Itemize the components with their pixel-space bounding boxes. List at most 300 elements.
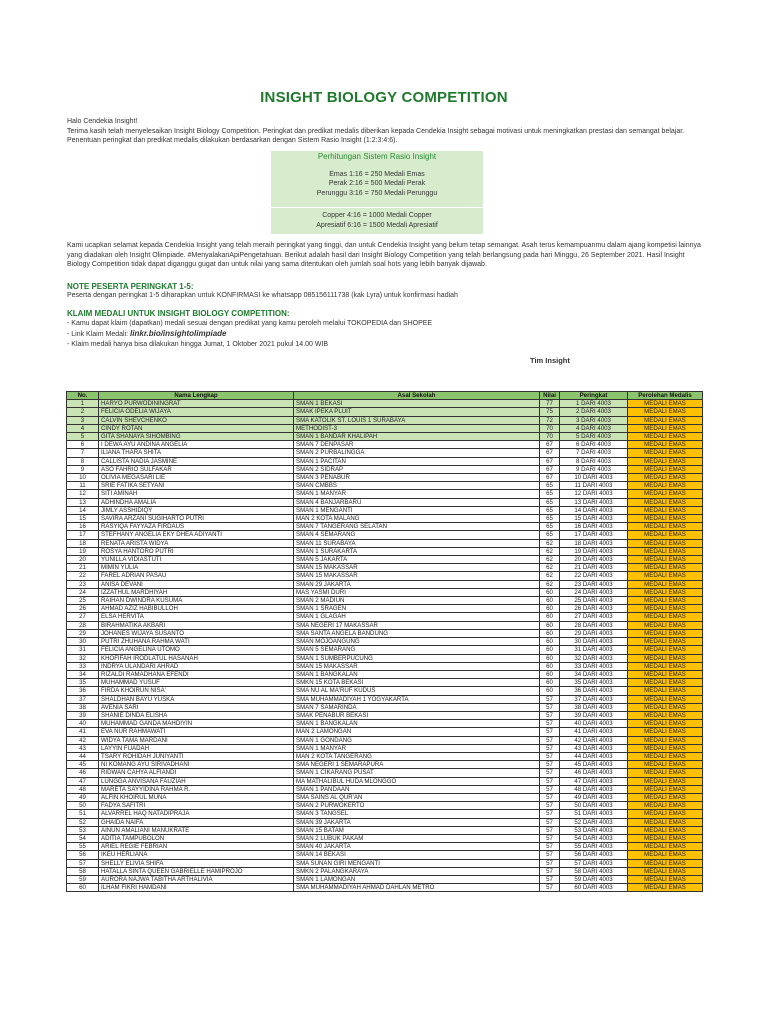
cell-medal: MEDALI EMAS [628,802,703,810]
cell-name: HARYO PURWODININGRAT [99,400,294,408]
table-row [67,449,703,457]
cell-name: WIDYA TAMA MARDANI [99,736,294,744]
header-name: Nama Lengkap [99,392,294,400]
cell-score: 62 [540,556,560,564]
note-text: Peserta dengan peringkat 1-5 diharapkan untuk KONFIRMASI ke whatsapp 085156111738 (kak Lyra) untuk konfirmasi hadiah [67,292,458,299]
cell-score: 62 [540,539,560,547]
cell-school: SMAN 2 PURWOKERTO [294,802,540,810]
cell-school: SMAN 1 PANDAAN [294,785,540,793]
cell-medal: MEDALI EMAS [628,531,703,539]
cell-score: 60 [540,662,560,670]
cell-medal: MEDALI EMAS [628,613,703,621]
table-row [67,744,703,752]
cell-score: 65 [540,482,560,490]
cell-rank: 25 DARI 4003 [560,597,628,605]
cell-name: KHOFIFAH IRODLATUL HASANAH [99,654,294,662]
cell-score: 62 [540,564,560,572]
table-row [67,457,703,465]
cell-medal: MEDALI EMAS [628,498,703,506]
cell-medal: MEDALI EMAS [628,744,703,752]
cell-no: 16 [67,523,99,531]
cell-medal: MEDALI EMAS [628,711,703,719]
cell-medal: MEDALI EMAS [628,465,703,473]
table-row [67,851,703,859]
ratio-line: Copper 4:16 = 1000 Medali Copper [322,212,432,219]
cell-name: MARETA SAYYIDINA RAHMA R. [99,785,294,793]
cell-rank: 17 DARI 4003 [560,531,628,539]
table-row [67,482,703,490]
cell-score: 57 [540,802,560,810]
cell-medal: MEDALI EMAS [628,785,703,793]
cell-name: ARIEL REGIE FEBRIAN [99,843,294,851]
cell-score: 57 [540,777,560,785]
cell-medal: MEDALI EMAS [628,752,703,760]
cell-no: 49 [67,793,99,801]
cell-rank: 33 DARI 4003 [560,662,628,670]
cell-score: 60 [540,588,560,596]
cell-name: CALVIN SHEVCHENKO [99,416,294,424]
cell-rank: 29 DARI 4003 [560,629,628,637]
cell-name: AHMAD AZIZ HABIBULLOH [99,605,294,613]
cell-rank: 18 DARI 4003 [560,539,628,547]
cell-no: 51 [67,810,99,818]
cell-no: 60 [67,884,99,892]
cell-school: SMAN 7 DENPASAR [294,441,540,449]
klaim-item [67,329,432,340]
cell-medal: MEDALI EMAS [628,424,703,432]
header-school: Asal Sekolah [294,392,540,400]
cell-no: 12 [67,490,99,498]
cell-name: IKEU HERLIANA [99,851,294,859]
cell-medal: MEDALI EMAS [628,539,703,547]
cell-score: 57 [540,834,560,842]
cell-name: JIMLY ASSHIDIQY [99,506,294,514]
cell-score: 60 [540,597,560,605]
klaim-heading: KLAIM MEDALI UNTUK INSIGHT BIOLOGY COMPETITION: [67,309,290,318]
cell-no: 21 [67,564,99,572]
cell-no: 48 [67,785,99,793]
cell-school: MAN 2 LAMONGAN [294,728,540,736]
cell-score: 77 [540,400,560,408]
table-body [67,400,703,892]
cell-score: 65 [540,498,560,506]
cell-score: 57 [540,752,560,760]
ratio-box-2 [271,208,483,234]
cell-rank: 49 DARI 4003 [560,793,628,801]
cell-rank: 48 DARI 4003 [560,785,628,793]
cell-no: 42 [67,736,99,744]
cell-school: SMA KATOLIK ST. LOUIS 1 SURABAYA [294,416,540,424]
cell-name: LAYYIN FUADAH [99,744,294,752]
cell-school: SMAN 1 MANYAR [294,744,540,752]
cell-name: FAREL ADRIAN PASAU [99,572,294,580]
table-row [67,408,703,416]
cell-medal: MEDALI EMAS [628,441,703,449]
intro-text: Terima kasih telah menyelesaikan Insight Biology Competition. Peringkat dan predikat medalis diberikan kepada Cendekia Insight sebagai motivasi untuk meningkatkan prestasi dan semangat belajar. Penentuan peringkat dan predikat medalis dilakukan berdasarkan dengan Sistem Rasio Insight (1:2:3:4:6). [67,127,685,145]
cell-score: 57 [540,793,560,801]
cell-no: 10 [67,474,99,482]
cell-name: FELICIA ANGELINA UTOMO [99,646,294,654]
cell-medal: MEDALI EMAS [628,670,703,678]
cell-no: 8 [67,457,99,465]
cell-rank: 40 DARI 4003 [560,720,628,728]
cell-school: SMAN 11 SURABAYA [294,539,540,547]
cell-score: 70 [540,433,560,441]
cell-school: SMA SANTA ANGELA BANDUNG [294,629,540,637]
ratio-line: Apresiatif 6:16 = 1500 Medali Apresiatif [316,221,438,229]
cell-medal: MEDALI EMAS [628,769,703,777]
cell-school: SMAK IPEKA PLUIT [294,408,540,416]
ratio-line: Perak 2:16 = 500 Medali Perak [328,180,426,188]
cell-rank: 54 DARI 4003 [560,834,628,842]
cell-score: 67 [540,449,560,457]
cell-no: 41 [67,728,99,736]
klaim-item: - Kamu dapat klaim (dapatkan) medali sesuai dengan predikat yang kamu peroleh melalui TOKOPEDIA dan SHOPEE [67,320,433,327]
klaim-link[interactable]: linkr.bio/insightolimpiade [130,329,227,338]
cell-no: 9 [67,465,99,473]
table-row [67,572,703,580]
cell-school: SMAN 1 SRAGEN [294,605,540,613]
cell-school: SMAN 2 PURBALINGGA [294,449,540,457]
cell-name: SHANIE DINDA ELISHA [99,711,294,719]
cell-score: 60 [540,629,560,637]
table-row [67,843,703,851]
cell-score: 57 [540,884,560,892]
cell-no: 31 [67,646,99,654]
table-row [67,867,703,875]
cell-no: 4 [67,424,99,432]
cell-score: 65 [540,506,560,514]
cell-score: 72 [540,416,560,424]
cell-no: 14 [67,506,99,514]
cell-name: ROSYA HANTORO PUTRI [99,547,294,555]
cell-school: SMKN 2 PALANGKARAYA [294,867,540,875]
cell-score: 57 [540,695,560,703]
cell-rank: 46 DARI 4003 [560,769,628,777]
cell-medal: MEDALI EMAS [628,695,703,703]
table-row [67,752,703,760]
cell-medal: MEDALI EMAS [628,547,703,555]
klaim-item: - Klaim medali hanya bisa dilakukan hingga Jumat, 1 Oktober 2021 pukul 14.00 WIB [67,341,329,348]
cell-rank: 13 DARI 4003 [560,498,628,506]
cell-rank: 23 DARI 4003 [560,580,628,588]
cell-score: 60 [540,613,560,621]
cell-school: SMAN 3 TANGSEL [294,810,540,818]
cell-rank: 50 DARI 4003 [560,802,628,810]
cell-medal: MEDALI EMAS [628,703,703,711]
cell-medal: MEDALI EMAS [628,400,703,408]
table-row [67,400,703,408]
cell-school: SMAN 39 JAKARTA [294,818,540,826]
table-row [67,597,703,605]
cell-no: 13 [67,498,99,506]
cell-no: 11 [67,482,99,490]
cell-rank: 47 DARI 4003 [560,777,628,785]
cell-name: AVENIA SARI [99,703,294,711]
table-row [67,654,703,662]
cell-school: SMA MUHAMMADIYAH 1 YOGYAKARTA [294,695,540,703]
cell-medal: MEDALI EMAS [628,859,703,867]
cell-no: 5 [67,433,99,441]
ratio-box [271,151,483,207]
cell-score: 57 [540,810,560,818]
cell-school: SMAN 1 BANDAR KHALIPAH [294,433,540,441]
cell-no: 54 [67,834,99,842]
cell-score: 57 [540,744,560,752]
table-row [67,564,703,572]
table-row [67,826,703,834]
cell-medal: MEDALI EMAS [628,638,703,646]
cell-name: STEFHANY ANGELIA EKY DHEA ADIYANTI [99,531,294,539]
cell-medal: MEDALI EMAS [628,679,703,687]
cell-name: SITI AMINAH [99,490,294,498]
cell-rank: 24 DARI 4003 [560,588,628,596]
cell-name: RIZALDI RAMADHANA EFENDI [99,670,294,678]
cell-rank: 45 DARI 4003 [560,761,628,769]
table-row [67,433,703,441]
cell-school: SMAN 1 PACITAN [294,457,540,465]
cell-name: AURORA NAJWA TABITHA ARTHALIVIA [99,875,294,883]
cell-name: ELSA HERVITA [99,613,294,621]
cell-no: 37 [67,695,99,703]
cell-school: MAN 2 KOTA MALANG [294,515,540,523]
cell-name: FELICIA ODELIA WIJAYA [99,408,294,416]
cell-medal: MEDALI EMAS [628,408,703,416]
cell-school: SMAN 7 TANGERANG SELATAN [294,523,540,531]
cell-no: 23 [67,580,99,588]
table-row [67,490,703,498]
cell-school: SMAN 1 BANGKALAN [294,670,540,678]
cell-score: 70 [540,424,560,432]
table-row [67,474,703,482]
cell-score: 57 [540,761,560,769]
table-row [67,793,703,801]
cell-name: ADHINDHA AMALIA [99,498,294,506]
ratio-line: Emas 1:16 = 250 Medali Emas [329,170,425,178]
cell-medal: MEDALI EMAS [628,629,703,637]
cell-rank: 8 DARI 4003 [560,457,628,465]
cell-rank: 4 DARI 4003 [560,424,628,432]
cell-school: SMA NEGERI 17 MAKASSAR [294,621,540,629]
page-title: INSIGHT BIOLOGY COMPETITION [260,89,508,106]
cell-rank: 22 DARI 4003 [560,572,628,580]
cell-name: OLIVIA MEGASARI LIE [99,474,294,482]
cell-school: SMAN 1 CIKARANG PUSAT [294,769,540,777]
cell-medal: MEDALI EMAS [628,556,703,564]
cell-score: 57 [540,736,560,744]
cell-rank: 3 DARI 4003 [560,416,628,424]
cell-no: 18 [67,539,99,547]
cell-name: GITA SHANAYA SIHOMBING [99,433,294,441]
table-row [67,515,703,523]
cell-score: 65 [540,515,560,523]
cell-medal: MEDALI EMAS [628,580,703,588]
table-row [67,711,703,719]
cell-name: RENATA ARISTA WIDYA [99,539,294,547]
cell-school: SMAN 4 BANJARBARU [294,498,540,506]
cell-rank: 41 DARI 4003 [560,728,628,736]
cell-school: SMAN 4 SEMARANG [294,531,540,539]
cell-school: SMAN 15 MAKASSAR [294,564,540,572]
cell-rank: 9 DARI 4003 [560,465,628,473]
cell-score: 60 [540,654,560,662]
cell-medal: MEDALI EMAS [628,777,703,785]
cell-name: YUNILLA VIDIASTUTI [99,556,294,564]
cell-school: METHODIST-3 [294,424,540,432]
cell-medal: MEDALI EMAS [628,851,703,859]
cell-name: ADITIA TAMPUBOLON [99,834,294,842]
cell-name: RIDWAN CAHYA ALFIANDI [99,769,294,777]
cell-school: SMAN CMBBS [294,482,540,490]
cell-rank: 57 DARI 4003 [560,859,628,867]
cell-name: AINUN AMALIANI MANUKRATE [99,826,294,834]
cell-score: 57 [540,843,560,851]
cell-school: SMAN 2 MADIUN [294,597,540,605]
cell-medal: MEDALI EMAS [628,826,703,834]
cell-medal: MEDALI EMAS [628,572,703,580]
cell-name: BIRAHMATIKA AKBARI [99,621,294,629]
cell-school: MA MATHALIBUL HUDA MLONGGO [294,777,540,785]
cell-name: JOHANES WIJAYA SUSANTO [99,629,294,637]
cell-score: 60 [540,679,560,687]
table-row [67,785,703,793]
cell-score: 57 [540,728,560,736]
note-heading: NOTE PESERTA PERINGKAT 1-5: [67,282,194,291]
cell-no: 28 [67,621,99,629]
cell-rank: 32 DARI 4003 [560,654,628,662]
cell-no: 1 [67,400,99,408]
cell-rank: 59 DARI 4003 [560,875,628,883]
cell-school: SMAN 40 JAKARTA [294,843,540,851]
cell-medal: MEDALI EMAS [628,490,703,498]
cell-school: SMA SUNAN GIRI MENGANTI [294,859,540,867]
cell-medal: MEDALI EMAS [628,646,703,654]
table-row [67,441,703,449]
cell-rank: 56 DARI 4003 [560,851,628,859]
table-row [67,687,703,695]
cell-no: 40 [67,720,99,728]
cell-medal: MEDALI EMAS [628,523,703,531]
cell-score: 57 [540,875,560,883]
cell-score: 67 [540,457,560,465]
table-row [67,884,703,892]
table-row [67,580,703,588]
table-row [67,761,703,769]
cell-medal: MEDALI EMAS [628,793,703,801]
congrats-paragraph: Kami ucapkan selamat kepada Cendekia Insight yang telah meraih peringkat yang tinggi, dan untuk Cendekia Insight yang belum tetap semangat. Asah terus kemampuanmu dalam ajang kompetisi lainnya yang diadakan oleh Insight Olimpiade. #MenyalakanApiPengetahuan. Berikut adalah hasil dari Insight Biology Competition yang telah berlangsung pada hari Minggu, 26 September 2021. Hasil Insight Biology Competition tidak dapat diganggu gugat dan untuk nilai yang sama ditentukan oleh jumlah soal hots yang lebih banyak dijawab. [67,242,701,269]
klaim-link-prefix: - Link Klaim Medali: [67,331,131,338]
table-row [67,613,703,621]
cell-school: SMAN 29 JAKARTA [294,580,540,588]
ratio-box-title: Perhitungan Sistem Rasio Insight [317,152,437,161]
table-row [67,810,703,818]
cell-school: SMKN 15 KOTA BEKASI [294,679,540,687]
table-row [67,621,703,629]
cell-no: 2 [67,408,99,416]
cell-score: 60 [540,605,560,613]
cell-rank: 15 DARI 4003 [560,515,628,523]
cell-score: 57 [540,818,560,826]
header-rank: Peringkat [560,392,628,400]
cell-no: 24 [67,588,99,596]
cell-rank: 5 DARI 4003 [560,433,628,441]
cell-medal: MEDALI EMAS [628,875,703,883]
cell-medal: MEDALI EMAS [628,818,703,826]
table-row [67,531,703,539]
intro-block [67,117,703,146]
cell-medal: MEDALI EMAS [628,515,703,523]
cell-no: 39 [67,711,99,719]
cell-name: HATALLA SINTA QUEEN GABRIELLE HAMIPROJO [99,867,294,875]
cell-rank: 27 DARI 4003 [560,613,628,621]
cell-score: 57 [540,867,560,875]
cell-school: SMAN 2 SIDRAP [294,465,540,473]
table-row [67,703,703,711]
cell-medal: MEDALI EMAS [628,867,703,875]
cell-school: MAN 2 KOTA TANGERANG [294,752,540,760]
cell-rank: 36 DARI 4003 [560,687,628,695]
klaim-list [67,319,432,350]
cell-score: 67 [540,441,560,449]
cell-medal: MEDALI EMAS [628,564,703,572]
cell-medal: MEDALI EMAS [628,884,703,892]
table-row [67,720,703,728]
cell-school: SMAN 1 MANYAR [294,490,540,498]
cell-rank: 1 DARI 4003 [560,400,628,408]
table-row [67,629,703,637]
cell-no: 45 [67,761,99,769]
cell-rank: 26 DARI 4003 [560,605,628,613]
table-row [67,736,703,744]
cell-school: SMAK PENABUR BEKASI [294,711,540,719]
cell-no: 3 [67,416,99,424]
cell-score: 57 [540,720,560,728]
table-row [67,646,703,654]
table-header-row [67,392,703,400]
ratio-line: Perunggu 3:16 = 750 Medali Perunggu [316,189,438,197]
cell-score: 60 [540,621,560,629]
cell-no: 22 [67,572,99,580]
cell-name: RASYIQA FAYYAZA FIRDAUS [99,523,294,531]
cell-score: 57 [540,785,560,793]
cell-medal: MEDALI EMAS [628,736,703,744]
cell-school: SMAN 1 SUMBERPUCUNG [294,654,540,662]
cell-rank: 53 DARI 4003 [560,826,628,834]
cell-rank: 10 DARI 4003 [560,474,628,482]
cell-name: ALFIN KHOIRUL MUNA [99,793,294,801]
cell-name: SAVIRA ARZANI SUGIHARTO PUTRI [99,515,294,523]
cell-medal: MEDALI EMAS [628,506,703,514]
table-row [67,556,703,564]
cell-medal: MEDALI EMAS [628,728,703,736]
cell-medal: MEDALI EMAS [628,474,703,482]
table-row [67,547,703,555]
cell-school: SMA MUHAMMADIYAH AHMAD DAHLAN METRO [294,884,540,892]
cell-school: SMAN 15 MAKASSAR [294,572,540,580]
cell-name: MUHAMMAD YUSUF [99,679,294,687]
cell-no: 30 [67,638,99,646]
table-row [67,777,703,785]
cell-no: 47 [67,777,99,785]
cell-score: 57 [540,711,560,719]
cell-name: GHAIDA NAIFA [99,818,294,826]
cell-name: FADYA SAFITRI [99,802,294,810]
cell-no: 33 [67,662,99,670]
cell-school: SMA SAINS AL QUR'AN [294,793,540,801]
table-row [67,662,703,670]
cell-school: SMAN 1 BANGKALAN [294,720,540,728]
cell-rank: 28 DARI 4003 [560,621,628,629]
